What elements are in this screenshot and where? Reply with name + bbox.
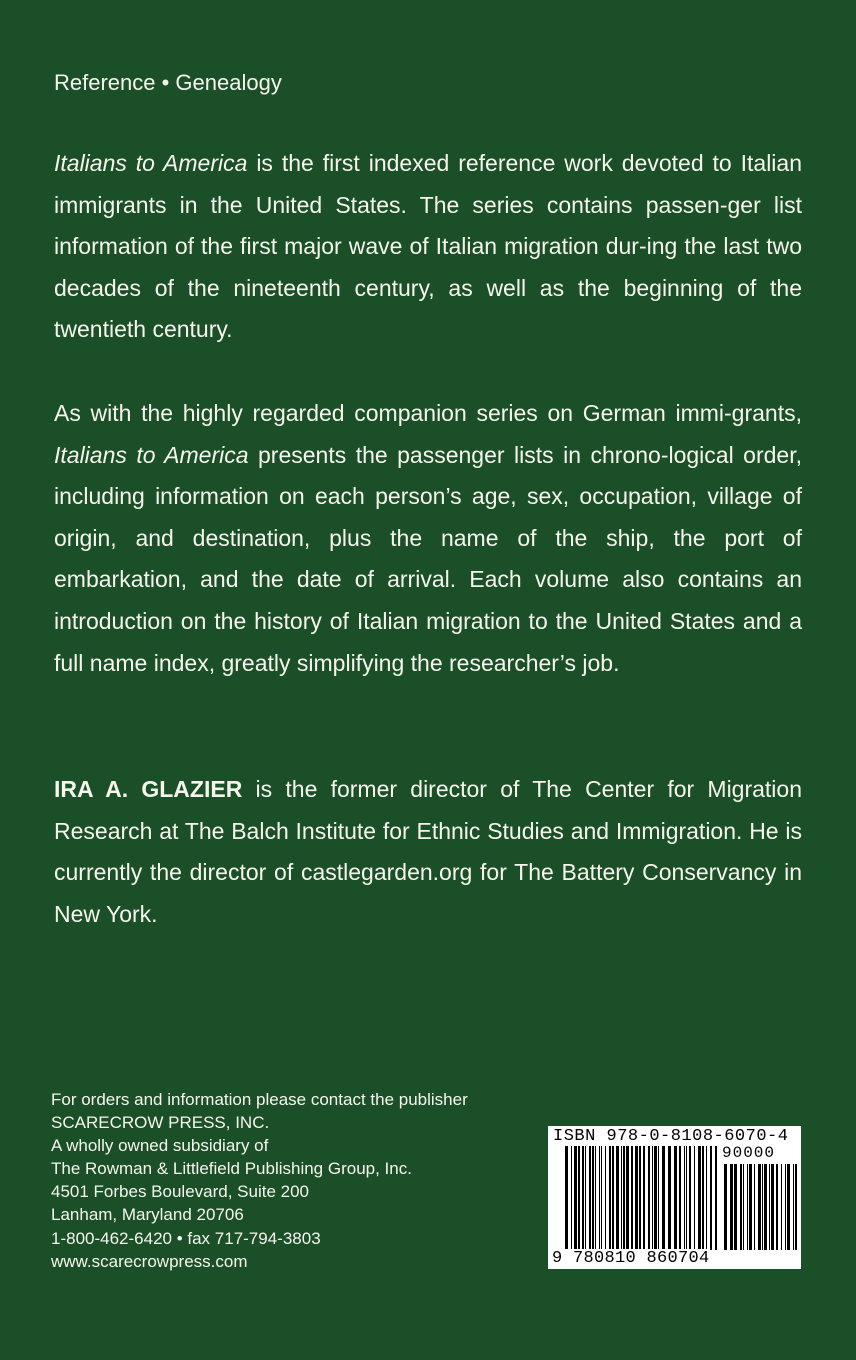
barcode-bar bbox=[674, 1146, 677, 1250]
barcode-bar bbox=[795, 1164, 797, 1250]
barcode-bar bbox=[740, 1164, 742, 1250]
barcode-bar bbox=[635, 1146, 638, 1250]
barcode-bar bbox=[785, 1164, 786, 1250]
barcode-bar bbox=[616, 1146, 619, 1250]
barcode-bar bbox=[686, 1146, 687, 1250]
barcode-bar bbox=[612, 1146, 614, 1250]
barcode-bar bbox=[592, 1146, 594, 1250]
publisher-info bbox=[51, 1088, 468, 1273]
barcode-bar bbox=[623, 1146, 625, 1250]
publisher-name: SCARECROW PRESS, INC. bbox=[51, 1113, 270, 1133]
barcode-bar bbox=[702, 1146, 704, 1250]
publisher-line-subsidiary: A wholly owned subsidiary of bbox=[51, 1136, 269, 1156]
barcode-bar bbox=[715, 1146, 717, 1250]
barcode-bar bbox=[706, 1146, 707, 1250]
publisher-parent: The Rowman & Littlefield Publishing Group, Inc. bbox=[51, 1159, 412, 1179]
barcode-bar bbox=[654, 1146, 657, 1250]
description-paragraph-1 bbox=[54, 143, 802, 351]
barcode-bar bbox=[631, 1146, 633, 1250]
barcode-bar bbox=[662, 1146, 665, 1250]
barcode-bar bbox=[793, 1164, 794, 1250]
barcode-bar bbox=[599, 1146, 600, 1250]
barcode-bar bbox=[724, 1164, 727, 1250]
publisher-address-street: 4501 Forbes Boulevard, Suite 200 bbox=[51, 1182, 310, 1202]
publisher-address-city: Lanham, Maryland 20706 bbox=[51, 1205, 244, 1225]
description-text: As with the highly regarded companion series on German immi-grants, bbox=[54, 400, 802, 426]
barcode-bar bbox=[769, 1164, 770, 1250]
barcode-bar bbox=[643, 1146, 645, 1250]
barcode-bar bbox=[743, 1164, 744, 1250]
description-text: presents the passenger lists in chrono-logical order, including information on each person’s age, sex, occupation, village of origin, and destination, plus the name of the ship, the port of embarkation, and the date of arrival. Each volume also contains an introduction on the history of Italian migration to the United States and a full name index, greatly simplifying the researcher’s job. bbox=[54, 441, 802, 676]
barcode-bar bbox=[749, 1164, 752, 1250]
barcode-bar bbox=[658, 1146, 659, 1250]
barcode-bar bbox=[601, 1146, 602, 1250]
barcode-bar bbox=[694, 1146, 695, 1250]
isbn-text: ISBN 978-0-8108-6070-4 bbox=[553, 1127, 789, 1146]
barcode-bar bbox=[730, 1164, 733, 1250]
barcode-bar bbox=[781, 1164, 782, 1250]
barcode-bar bbox=[589, 1146, 591, 1250]
barcode-bar bbox=[771, 1164, 774, 1250]
barcode-bar bbox=[609, 1146, 611, 1250]
barcode-bar bbox=[621, 1146, 622, 1250]
author-bio bbox=[54, 769, 802, 935]
isbn-barcode bbox=[548, 1126, 801, 1269]
barcode-bar bbox=[684, 1146, 685, 1250]
barcode-bar bbox=[747, 1164, 748, 1250]
publisher-phone: 1-800-462-6420 • fax 717-794-3803 bbox=[51, 1228, 321, 1248]
barcode-bar bbox=[639, 1146, 641, 1250]
barcode-bar bbox=[762, 1164, 763, 1250]
barcode-bar bbox=[626, 1146, 629, 1250]
author-bio-text: is the former director of The Center for Migration Research at The Balch Institute for Ethnic Studies and Immigration. He is currently the director of castlegarden.org for The Battery Conservancy in New York. bbox=[54, 776, 802, 927]
barcode-bar bbox=[585, 1146, 586, 1250]
barcode-bar bbox=[595, 1146, 596, 1250]
description-text: is the first indexed reference work devoted to Italian immigrants in the United States. The series contains passen-ger list information of the first major wave of Italian migration dur-ing the last two decades of the nineteenth century, as well as the beginning of the twentieth century. bbox=[54, 150, 803, 343]
barcode-bar bbox=[571, 1146, 572, 1250]
barcode-bar bbox=[605, 1146, 606, 1250]
publisher-website: www.scarecrowpress.com bbox=[51, 1251, 248, 1271]
barcode-bar bbox=[689, 1146, 691, 1250]
ean-number: 9 780810 860704 bbox=[552, 1249, 710, 1268]
barcode-bar bbox=[582, 1146, 584, 1250]
description-paragraph-2 bbox=[54, 393, 802, 684]
barcode-bar bbox=[787, 1164, 790, 1250]
barcode-bar bbox=[698, 1146, 701, 1250]
price-code: 90000 bbox=[722, 1144, 776, 1162]
barcode-bar bbox=[710, 1146, 712, 1250]
barcode-bar bbox=[679, 1146, 681, 1250]
barcode-bar bbox=[758, 1164, 761, 1250]
barcode-bar bbox=[668, 1146, 671, 1250]
barcode-bar bbox=[648, 1146, 650, 1250]
barcode-bar bbox=[652, 1146, 653, 1250]
book-title: Italians to America bbox=[54, 150, 248, 176]
author-name: IRA A. GLAZIER bbox=[54, 776, 243, 802]
publisher-line-contact: For orders and information please contact the publisher bbox=[51, 1090, 468, 1109]
barcode-bar bbox=[764, 1164, 767, 1250]
barcode-bar bbox=[578, 1146, 580, 1250]
barcode-bar bbox=[574, 1146, 577, 1250]
barcode-bar bbox=[565, 1146, 568, 1250]
category-label: Reference • Genealogy bbox=[54, 70, 282, 95]
book-title: Italians to America bbox=[54, 441, 249, 468]
barcode-bar bbox=[776, 1164, 778, 1250]
barcode-bar bbox=[734, 1164, 737, 1250]
barcode-bar bbox=[754, 1164, 755, 1250]
